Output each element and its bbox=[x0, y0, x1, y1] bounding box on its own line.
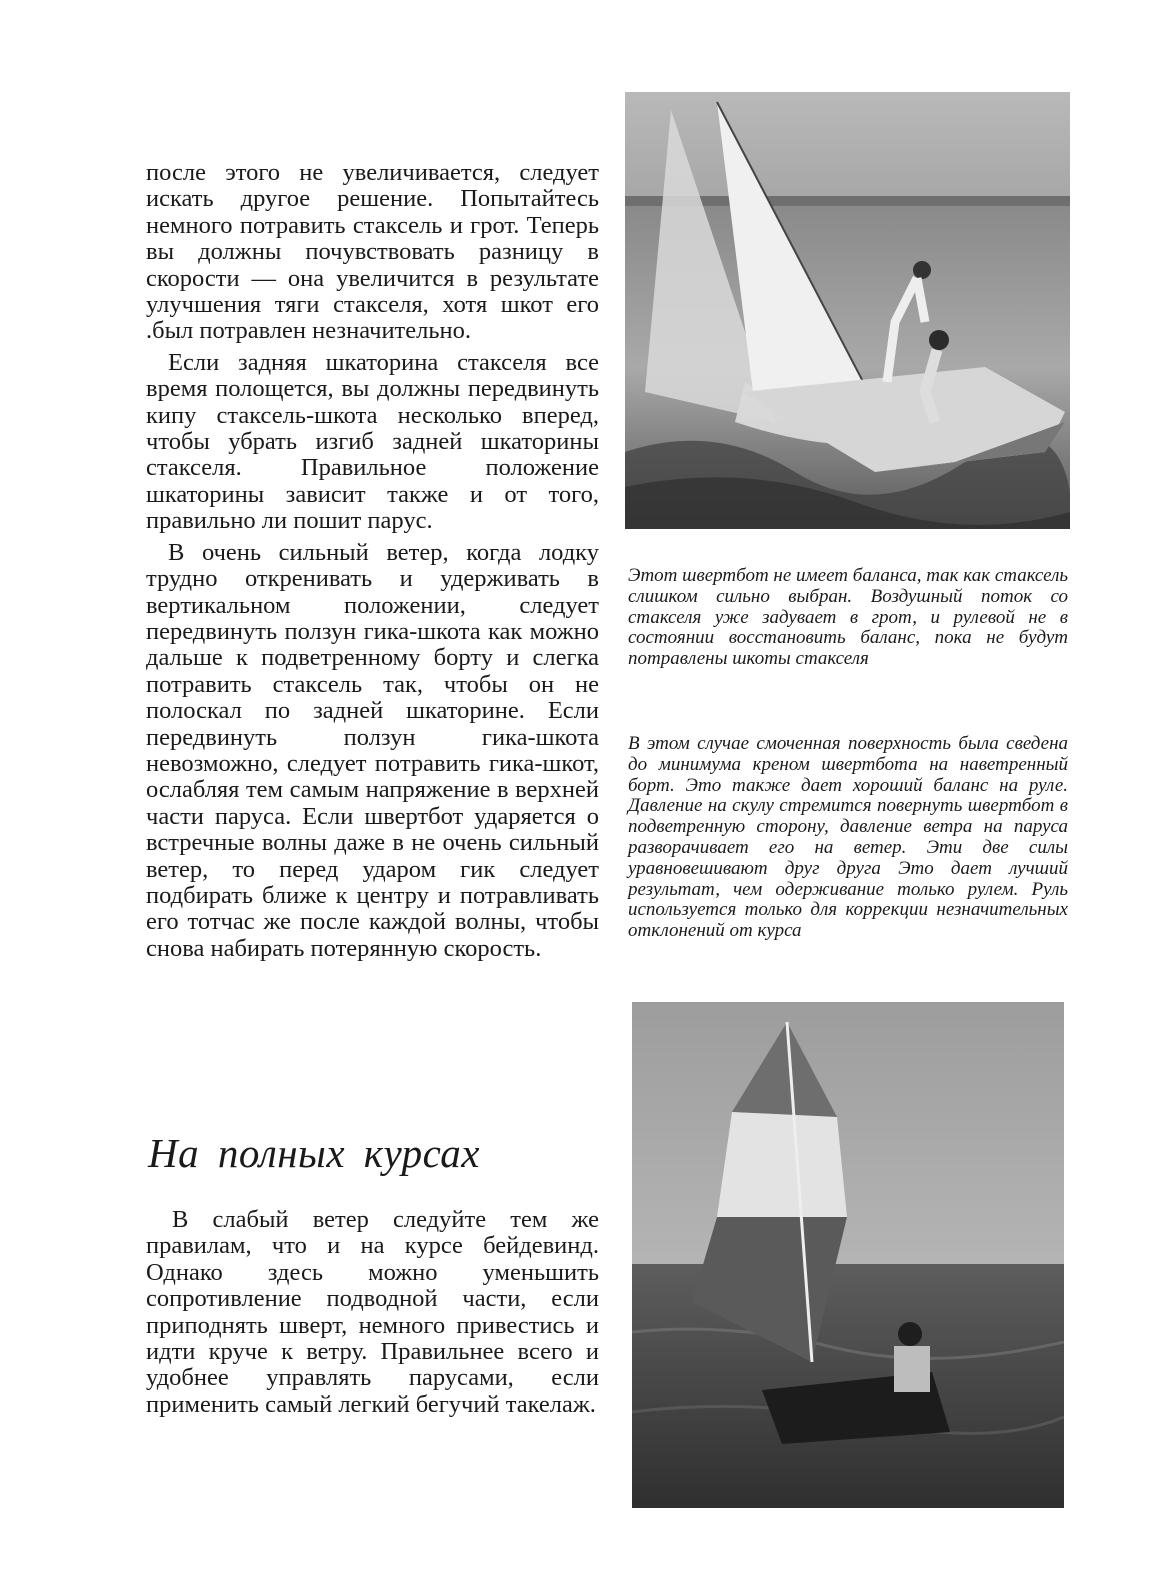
photo-dinghy-sailing-image bbox=[632, 1002, 1064, 1508]
body-paragraph-3: В очень сильный ветер, когда лодку трудно откренивать и удерживать в вертикальном положении, следует передвинуть ползун гика-шкота как можно дальше к подветренному борту и слегка потравить стаксель так, чтобы он не полоскал по задней шкаторине. Если передвинуть ползун гика-шкота невозможно, следует потравить гика-шкот, ослабляя тем самым напряжение в верхней части паруса. Если швертбот ударяется о встречные волны даже в не очень сильный ветер, то перед ударом гик следует подбирать ближе к центру и потравливать его тотчас же после каждой волны, чтобы снова набирать потерянную скорость. bbox=[146, 538, 599, 962]
photo-dinghy-heeling bbox=[625, 92, 1070, 529]
photo-2-caption: В этом случае смоченная поверхность была сведена до минимума креном швертбота на наветренный борт. Это также дает хороший баланс на руле. Давление на скулу стремится повернуть швертбот в подветренную сторону, давление ветра на паруса разворачивает его на ветер. Эти две силы уравновешивают друг друга Это дает лучший результат, чем одерживание только рулем. Руль используется только для коррекции незначительных отклонений от курса bbox=[628, 733, 1068, 942]
photo-1-caption: Этот швертбот не имеет баланса, так как стаксель слишком сильно выбран. Воздушный поток со стакселя уже задувает в грот, и рулевой не в состоянии восстановить баланс, пока не будут потравлены шкоты стакселя bbox=[628, 565, 1068, 670]
section-paragraph-1: В слабый ветер следуйте тем же правилам, что и на курсе бейдевинд. Однако здесь можно уменьшить сопротивление подводной части, если приподнять шверт, немного привестись и идти круче к ветру. Правильнее всего и удобнее управлять парусами, если применить самый легкий бегучий такелаж. bbox=[146, 1206, 599, 1418]
photo-dinghy-heeling-image bbox=[625, 92, 1070, 529]
section-text-column bbox=[146, 1207, 599, 1418]
body-paragraph-1: после этого не увеличивается, следует искать другое решение. Попытайтесь немного потравить стаксель и грот. Теперь вы должны почувствовать разницу в скорости — она увеличится в результате улучшения тяги стакселя, хотя шкот его .был потравлен незначительно. bbox=[146, 159, 599, 345]
photo-dinghy-sailing bbox=[632, 1002, 1064, 1508]
body-text-column bbox=[146, 160, 599, 962]
section-heading: На полных курсах bbox=[148, 1130, 480, 1176]
body-paragraph-2: Если задняя шкаторина стакселя все время полощется, вы должны передвинуть кипу стаксель-шкота несколько вперед, чтобы убрать изгиб задней шкаторины стакселя. Правильное положение шкаторины зависит также и от того, правильно ли пошит парус. bbox=[146, 348, 599, 535]
